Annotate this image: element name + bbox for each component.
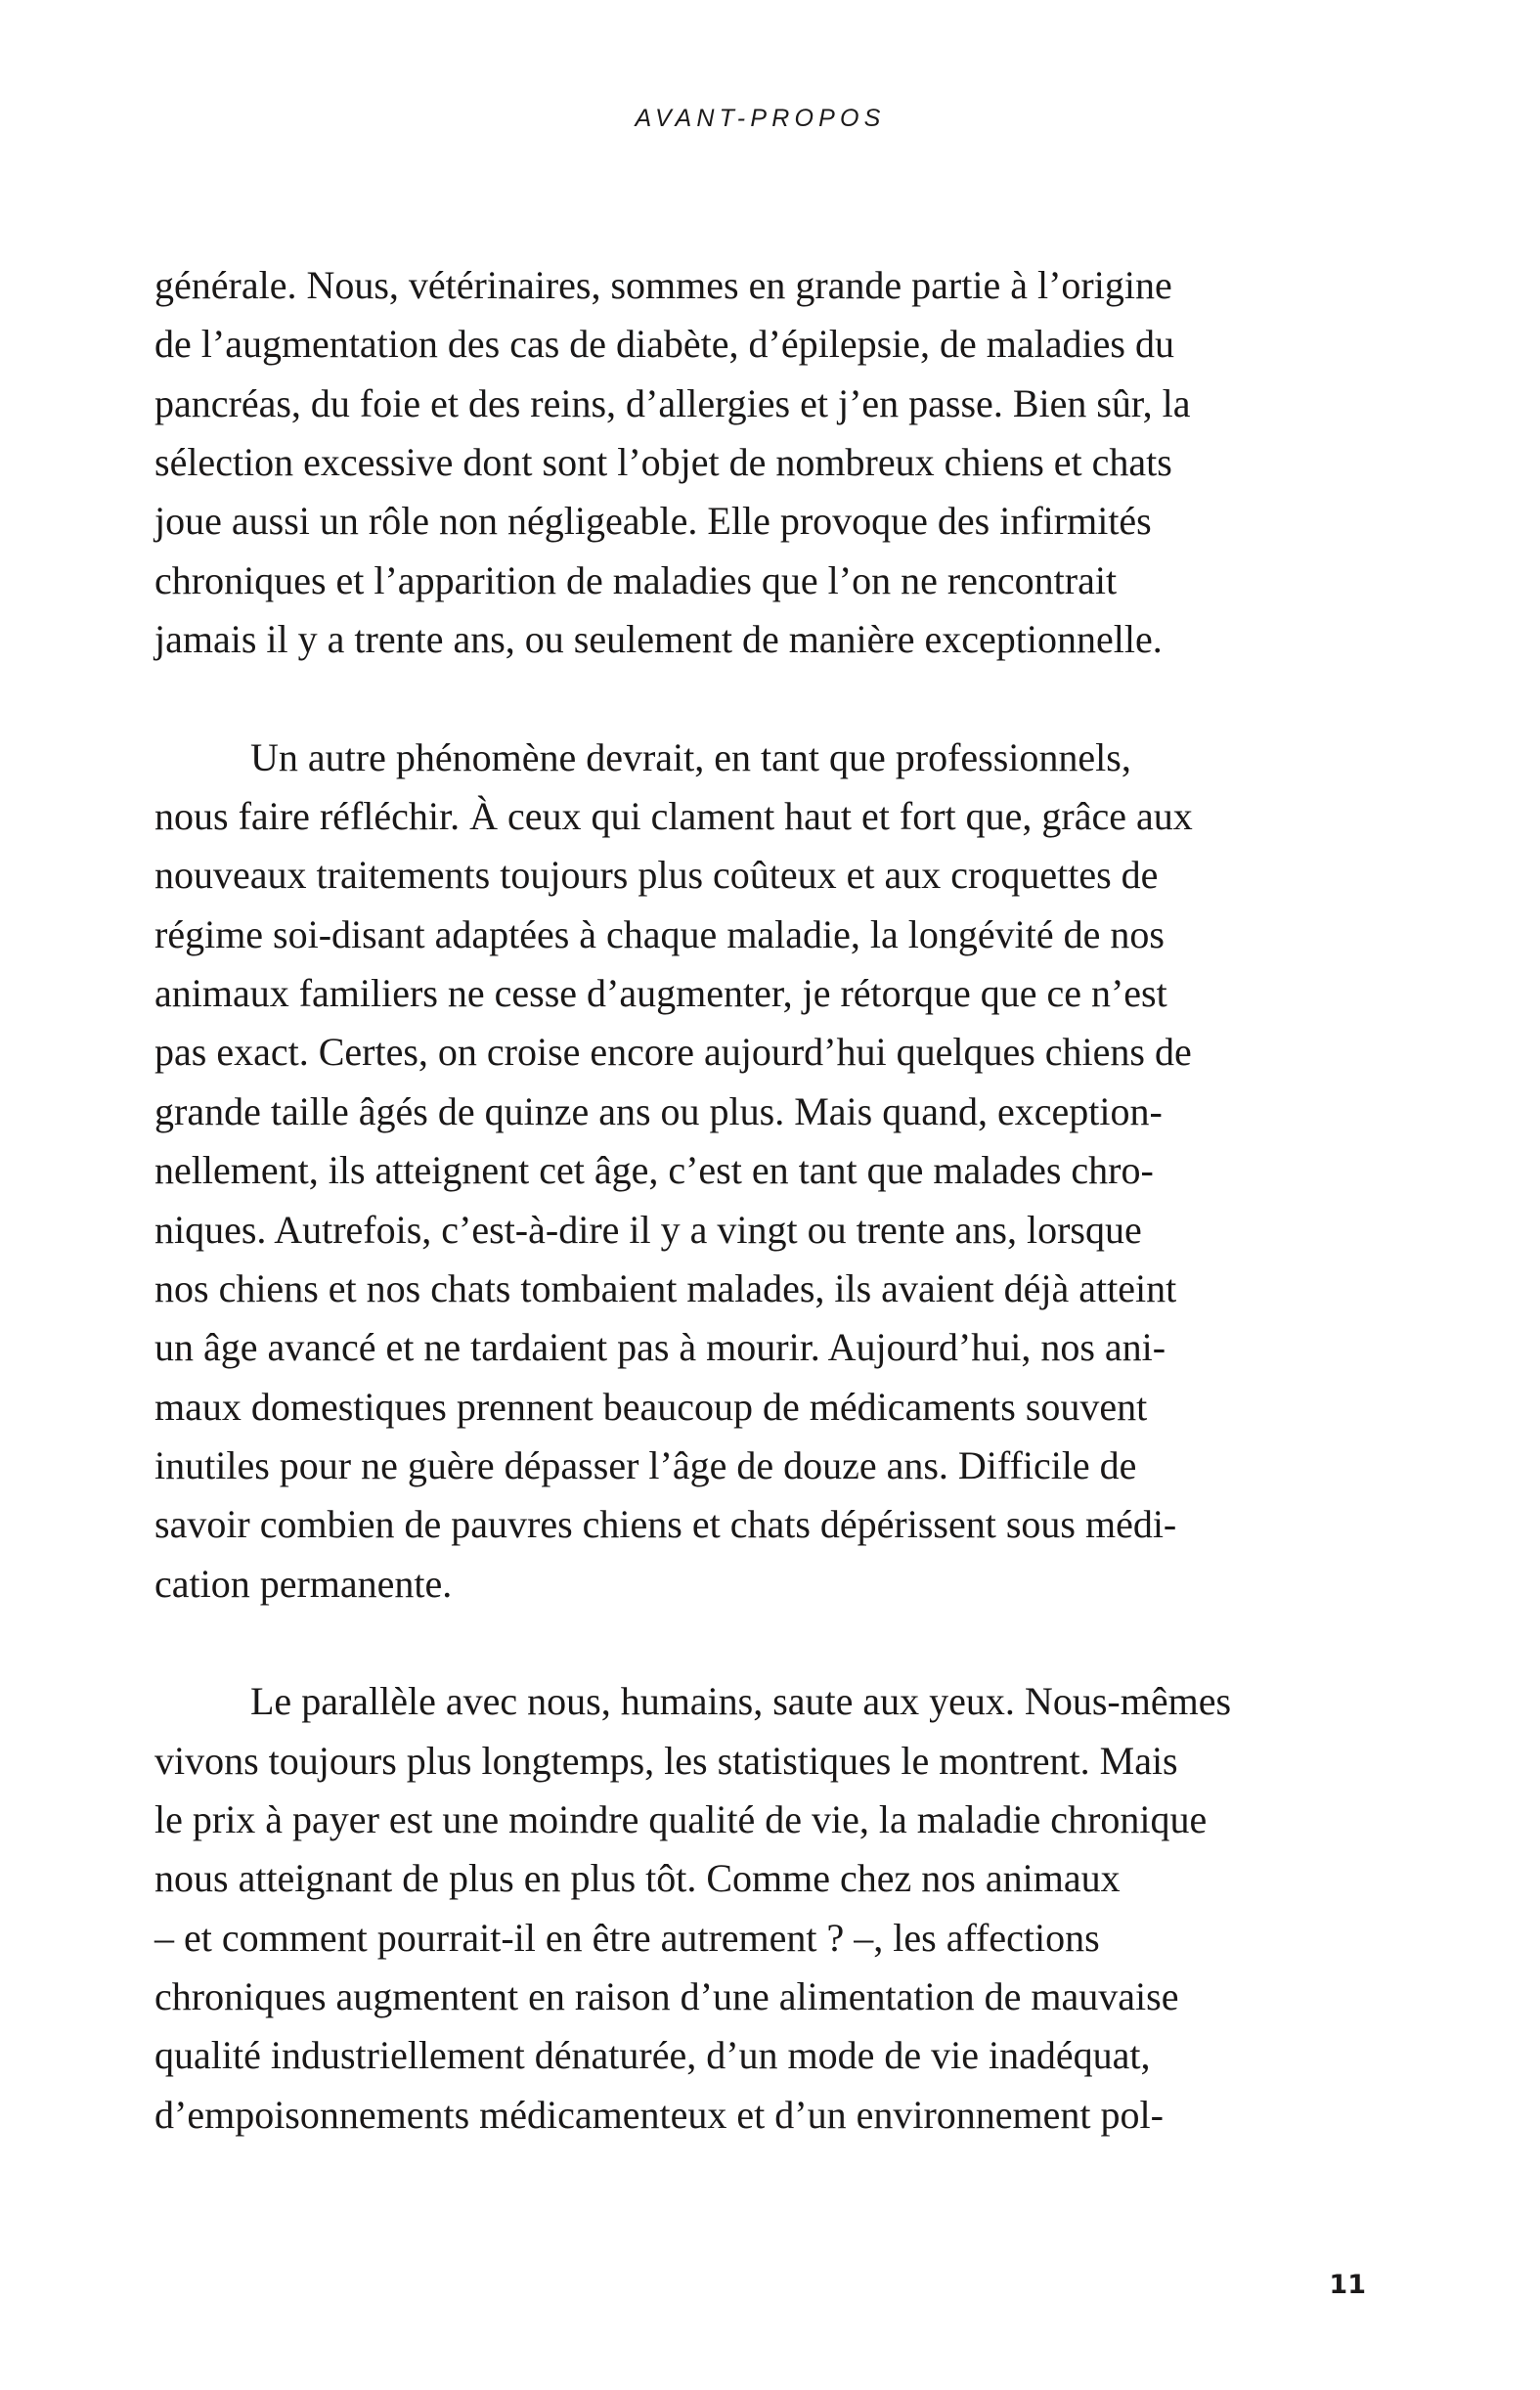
text-line: Un autre phénomène devrait, en tant que professionnels, [250,734,1131,779]
text-line: le prix à payer est une moindre qualité de vie, la maladie chronique [154,1796,1208,1841]
text-line: d’empoisonnements médicamenteux et d’un environnement pol- [154,2092,1164,2137]
text-line: animaux familiers ne cesse d’augmenter, je rétorque que ce n’est [154,971,1167,1016]
paragraph-3 [154,1672,1366,2145]
text-line: nos chiens et nos chats tombaient malades, ils avaient déjà atteint [154,1265,1177,1310]
text-line: un âge avancé et ne tardaient pas à mourir. Aujourd’hui, nos ani- [154,1325,1166,1370]
text-line: nous atteignant de plus en plus tôt. Comme chez nos animaux [154,1856,1121,1901]
text-line: savoir combien de pauvres chiens et chats dépérissent sous médi- [154,1502,1177,1547]
text-line: nellement, ils atteignent cet âge, c’est en tant que malades chro- [154,1148,1154,1193]
text-line: cation permanente. [154,1561,453,1606]
text-line: régime soi-disant adaptées à chaque maladie, la longévité de nos [154,911,1165,956]
text-line: chroniques augmentent en raison d’une alimentation de mauvaise [154,1973,1179,2018]
page-number: 11 [1329,2270,1366,2300]
text-line: inutiles pour ne guère dépasser l’âge de douze ans. Difficile de [154,1442,1137,1487]
body-text [154,256,1366,2203]
text-line: nous faire réfléchir. À ceux qui clament haut et fort que, grâce aux [154,794,1193,839]
text-line: chroniques et l’apparition de maladies que l’on ne rencontrait [154,557,1118,602]
text-line: nouveaux traitements toujours plus coûteux et aux croquettes de [154,853,1159,898]
text-line: pas exact. Certes, on croise encore aujourd’hui quelques chiens de [154,1030,1192,1075]
text-line: pancréas, du foie et des reins, d’allergies et j’en passe. Bien sûr, la [154,380,1191,425]
paragraph-1 [154,256,1366,669]
text-line: jamais il y a trente ans, ou seulement de manière exceptionnelle. [154,617,1163,662]
text-line: qualité industriellement dénaturée, d’un mode de vie inadéquat, [154,2033,1151,2078]
text-line: grande taille âgés de quinze ans ou plus. Mais quand, exception- [154,1088,1163,1133]
text-line: – et comment pourrait-il en être autrement ? –, les affections [154,1915,1100,1960]
text-line: de l’augmentation des cas de diabète, d’épilepsie, de maladies du [154,322,1174,367]
text-line: vivons toujours plus longtemps, les statistiques le montrent. Mais [154,1738,1178,1783]
text-line: joue aussi un rôle non négligeable. Elle provoque des infirmités [154,499,1152,544]
text-line: Le parallèle avec nous, humains, saute aux yeux. Nous-mêmes [250,1679,1232,1724]
paragraph-2 [154,729,1366,1614]
text-line: sélection excessive dont sont l’objet de nombreux chiens et chats [154,440,1172,485]
running-head: AVANT-PROPOS [635,105,886,132]
text-line: générale. Nous, vétérinaires, sommes en grande partie à l’origine [154,263,1172,307]
text-line: niques. Autrefois, c’est-à-dire il y a vingt ou trente ans, lorsque [154,1207,1142,1252]
text-line: maux domestiques prennent beaucoup de médicaments souvent [154,1384,1148,1429]
